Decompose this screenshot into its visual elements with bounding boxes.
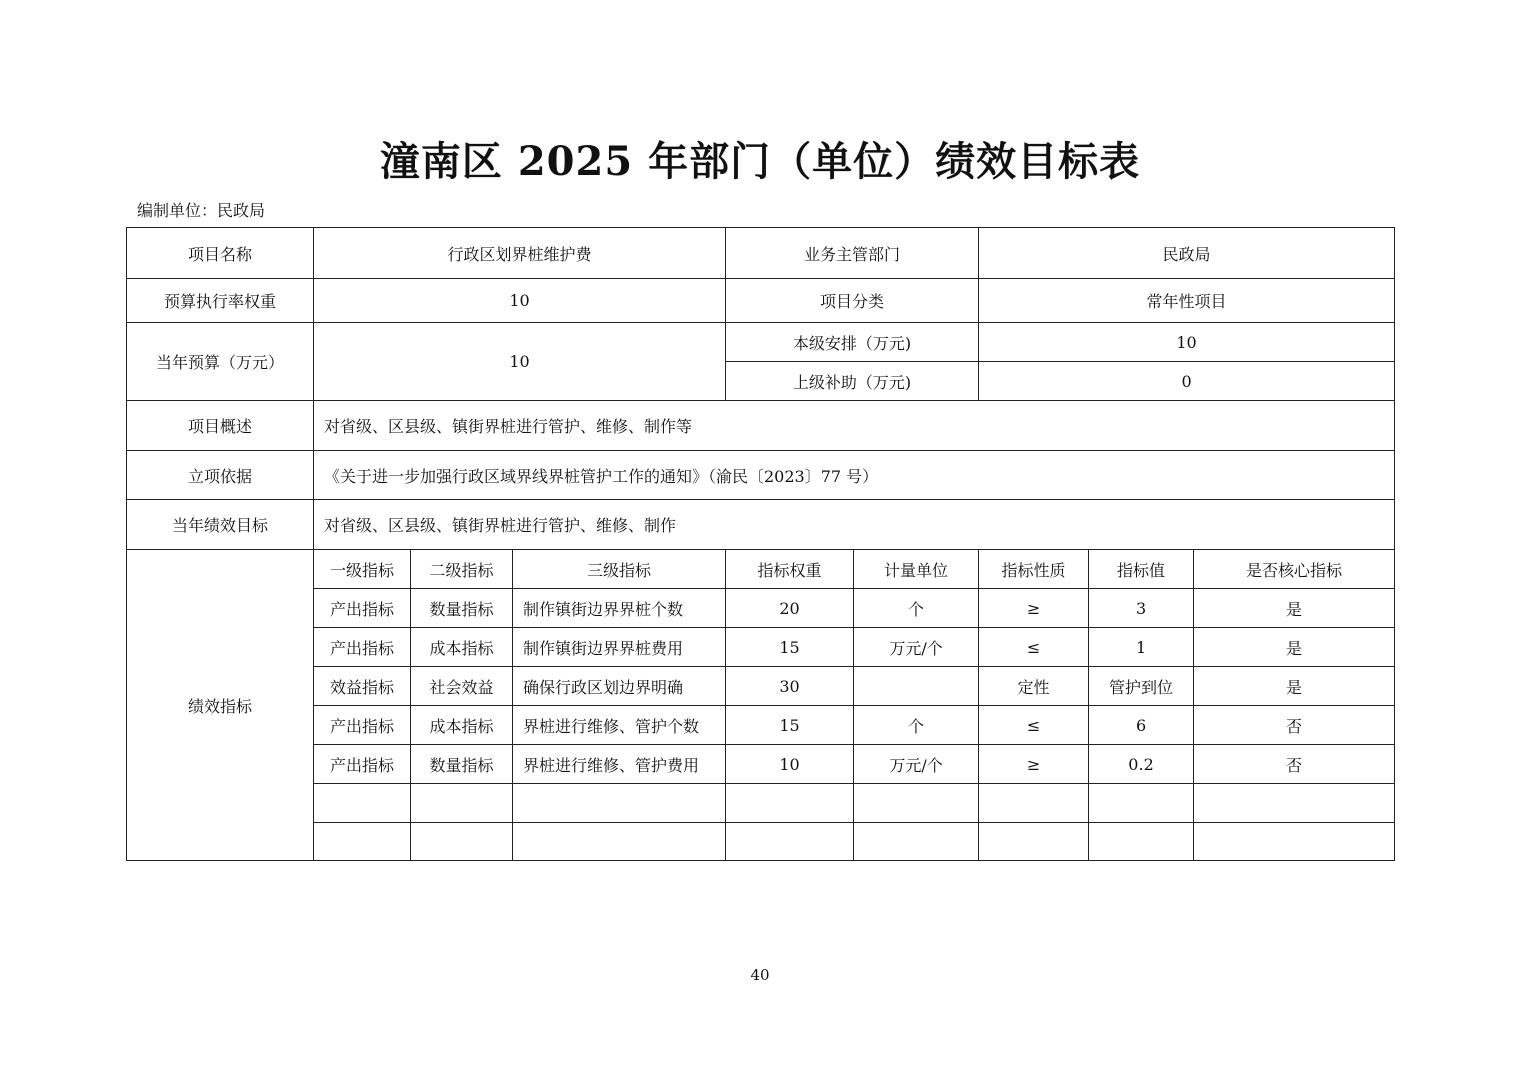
unit-cell: 万元/个: [854, 745, 979, 784]
unit-cell: 个: [854, 706, 979, 745]
header-cell: 计量单位: [854, 550, 979, 589]
goal-value: 对省级、区县级、镇街界桩进行管护、维修、制作: [314, 500, 1395, 550]
row-project-name: [127, 228, 1395, 279]
empty-cell: [1194, 823, 1395, 861]
weight-value: 10: [314, 279, 726, 323]
performance-table: [126, 227, 1395, 861]
empty-cell: [314, 823, 411, 861]
project-name-value: 行政区划界桩维护费: [314, 228, 726, 279]
basis-label: 立项依据: [127, 451, 314, 500]
empty-cell: [979, 784, 1089, 823]
table-row: [127, 589, 1395, 628]
level3-cell: 制作镇街边界界桩个数: [513, 589, 726, 628]
level1-cell: 效益指标: [314, 667, 411, 706]
level2-cell: 成本指标: [411, 706, 513, 745]
weight-cell: 10: [726, 745, 854, 784]
category-value: 常年性项目: [979, 279, 1395, 323]
project-name-label: 项目名称: [127, 228, 314, 279]
level2-cell: 数量指标: [411, 589, 513, 628]
header-cell: 三级指标: [513, 550, 726, 589]
value-cell: 1: [1089, 628, 1194, 667]
core-cell: 是: [1194, 589, 1395, 628]
goal-label: 当年绩效目标: [127, 500, 314, 550]
header-cell: 一级指标: [314, 550, 411, 589]
empty-cell: [979, 823, 1089, 861]
nature-cell: ≤: [979, 628, 1089, 667]
core-cell: 是: [1194, 667, 1395, 706]
row-budget: [127, 323, 1395, 362]
page-number: 40: [750, 966, 770, 984]
budget-label: 当年预算（万元）: [127, 323, 314, 401]
level2-cell: 社会效益: [411, 667, 513, 706]
overview-label: 项目概述: [127, 401, 314, 451]
row-weight: [127, 279, 1395, 323]
header-cell: 是否核心指标: [1194, 550, 1395, 589]
unit-cell: 万元/个: [854, 628, 979, 667]
header-cell: 二级指标: [411, 550, 513, 589]
table-row: [127, 706, 1395, 745]
level3-cell: 界桩进行维修、管护个数: [513, 706, 726, 745]
local-label: 本级安排（万元): [726, 323, 979, 362]
empty-cell: [1089, 784, 1194, 823]
empty-cell: [411, 823, 513, 861]
level1-cell: 产出指标: [314, 706, 411, 745]
level1-cell: 产出指标: [314, 745, 411, 784]
subsidy-value: 0: [979, 362, 1395, 401]
empty-cell: [854, 823, 979, 861]
level1-cell: 产出指标: [314, 628, 411, 667]
header-cell: 指标性质: [979, 550, 1089, 589]
category-label: 项目分类: [726, 279, 979, 323]
dept-value: 民政局: [979, 228, 1395, 279]
empty-cell: [726, 823, 854, 861]
row-goal: [127, 500, 1395, 550]
unit-cell: [854, 667, 979, 706]
value-cell: 3: [1089, 589, 1194, 628]
weight-label: 预算执行率权重: [127, 279, 314, 323]
empty-cell: [1194, 784, 1395, 823]
empty-cell: [1089, 823, 1194, 861]
page-title: 潼南区 2025 年部门（单位）绩效目标表: [379, 138, 1141, 185]
table-row: [127, 667, 1395, 706]
level2-cell: 数量指标: [411, 745, 513, 784]
local-value: 10: [979, 323, 1395, 362]
basis-value: 《关于进一步加强行政区域界线界桩管护工作的通知》（渝民〔2023〕77 号）: [314, 451, 1395, 500]
indicator-header-row: [127, 550, 1395, 589]
header-cell: 指标权重: [726, 550, 854, 589]
value-cell: 6: [1089, 706, 1194, 745]
empty-cell: [726, 784, 854, 823]
level2-cell: 成本指标: [411, 628, 513, 667]
level3-cell: 制作镇街边界界桩费用: [513, 628, 726, 667]
overview-value: 对省级、区县级、镇街界桩进行管护、维修、制作等: [314, 401, 1395, 451]
level1-cell: 产出指标: [314, 589, 411, 628]
nature-cell: ≥: [979, 589, 1089, 628]
indicators-section-label: 绩效指标: [127, 550, 314, 861]
weight-cell: 30: [726, 667, 854, 706]
level3-cell: 确保行政区划边界明确: [513, 667, 726, 706]
row-overview: [127, 401, 1395, 451]
level3-cell: 界桩进行维修、管护费用: [513, 745, 726, 784]
compile-unit: 编制单位：民政局: [137, 201, 266, 220]
nature-cell: ≤: [979, 706, 1089, 745]
empty-cell: [513, 823, 726, 861]
weight-cell: 20: [726, 589, 854, 628]
dept-label: 业务主管部门: [726, 228, 979, 279]
table-row-empty: [127, 823, 1395, 861]
core-cell: 是: [1194, 628, 1395, 667]
empty-cell: [411, 784, 513, 823]
table-row: [127, 628, 1395, 667]
table-row-empty: [127, 784, 1395, 823]
core-cell: 否: [1194, 706, 1395, 745]
value-cell: 管护到位: [1089, 667, 1194, 706]
empty-cell: [314, 784, 411, 823]
header-cell: 指标值: [1089, 550, 1194, 589]
unit-cell: 个: [854, 589, 979, 628]
weight-cell: 15: [726, 706, 854, 745]
nature-cell: 定性: [979, 667, 1089, 706]
empty-cell: [513, 784, 726, 823]
empty-cell: [854, 784, 979, 823]
row-basis: [127, 451, 1395, 500]
subsidy-label: 上级补助（万元): [726, 362, 979, 401]
core-cell: 否: [1194, 745, 1395, 784]
value-cell: 0.2: [1089, 745, 1194, 784]
table-row: [127, 745, 1395, 784]
budget-value: 10: [314, 323, 726, 401]
weight-cell: 15: [726, 628, 854, 667]
nature-cell: ≥: [979, 745, 1089, 784]
